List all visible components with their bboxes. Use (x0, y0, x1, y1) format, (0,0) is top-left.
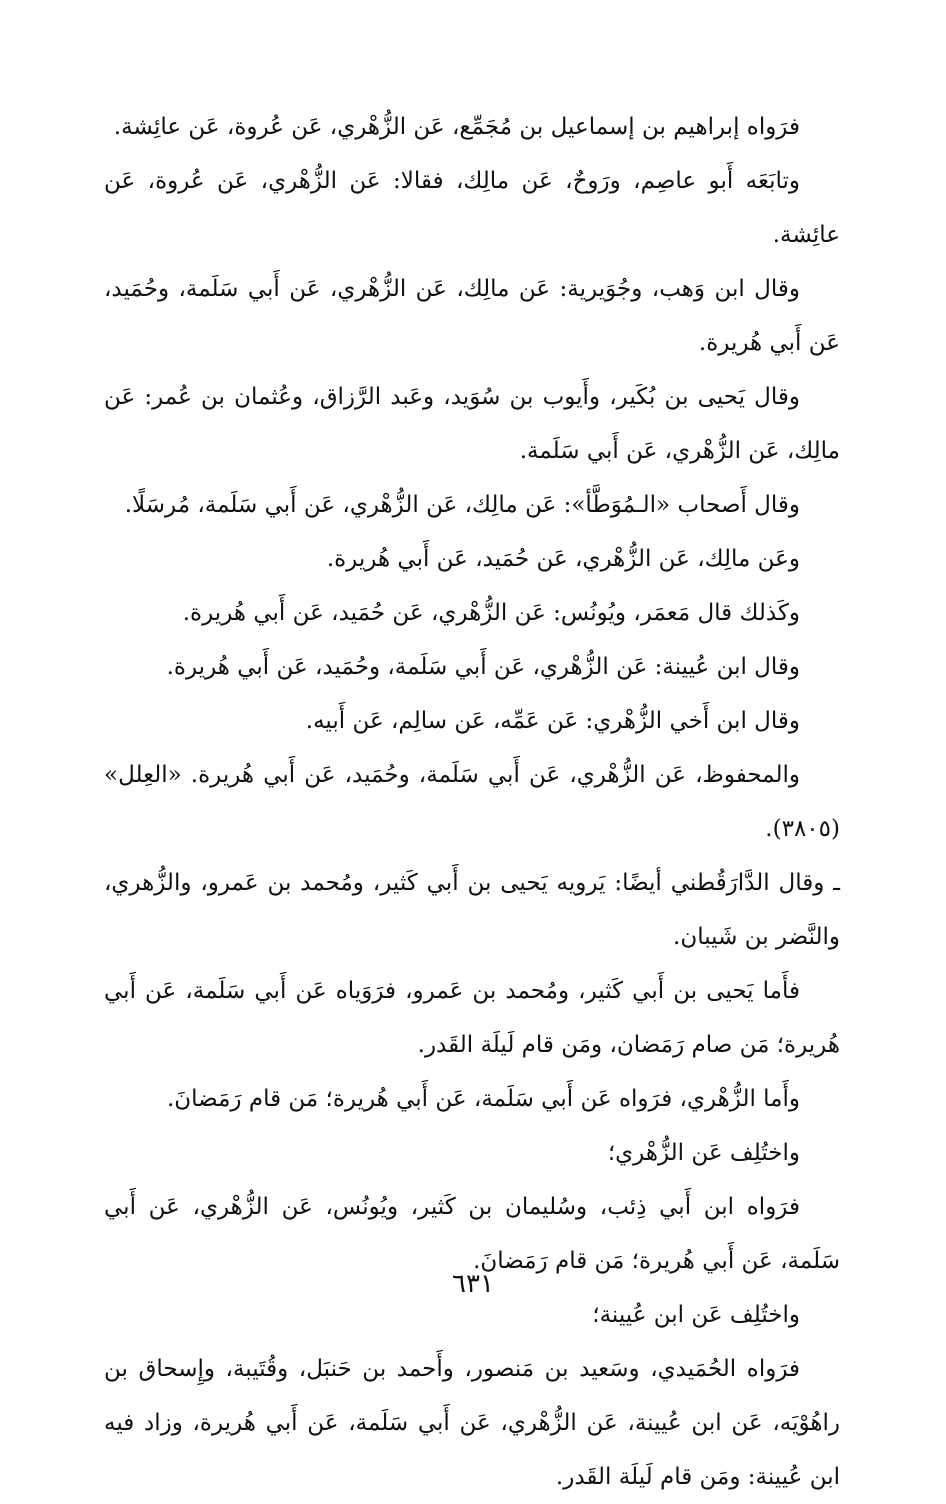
paragraph: فرَواه إبراهيم بن إسماعيل بن مُجَمِّع، عَن الزُّهْري، عَن عُروة، عَن عائِشة. (113, 114, 800, 140)
paragraph: فأَما يَحيى بن أَبي كَثير، ومُحمد بن عَمرو، فرَوَياه عَن أَبي سَلَمة، عَن أَبي هُريرة؛ مَن صام رَمَضان، ومَن قام لَيلَة القَدر. (104, 978, 840, 1058)
paragraph: وقال يَحيى بن بُكَير، وأَيوب بن سُوَيد، وعَبد الرَّزاق، وعُثمان بن عُمر: عَن مالِك، عَن الزُّهْري، عَن أَبي سَلَمة. (104, 384, 840, 464)
paragraph: واختُلِف عَن ابن عُيينة؛ (592, 1302, 800, 1328)
paragraph: والمحفوظ، عَن الزُّهْري، عَن أَبي سَلَمة، وحُمَيد، عَن أَبي هُريرة. «العِلل» (٣٨٠٥). (104, 762, 840, 842)
paragraph: وقال ابن عُيينة: عَن الزُّهْري، عَن أَبي سَلَمة، وحُمَيد، عَن أَبي هُريرة. (166, 654, 800, 680)
paragraph: وعَن مالِك، عَن الزُّهْري، عَن حُمَيد، عَن أَبي هُريرة. (326, 546, 800, 572)
paragraph: وكَذلك قال مَعمَر، ويُونُس: عَن الزُّهْري، عَن حُمَيد، عَن أَبي هُريرة. (182, 600, 800, 626)
paragraph: وأَما الزُّهْري، فرَواه عَن أَبي سَلَمة، عَن أَبي هُريرة؛ مَن قام رَمَضانَ. (166, 1086, 800, 1112)
paragraph: ـ وقال الدَّارَقُطني أيضًا: يَرويه يَحيى بن أَبي كَثير، ومُحمد بن عَمرو، والزُّهري، والنَّضر بن شَيبان. (104, 870, 840, 950)
paragraph: واختُلِف عَن الزُّهْري؛ (607, 1140, 800, 1166)
paragraph: فرَواه ابن أَبي ذِئب، وسُليمان بن كَثير، ويُونُس، عَن الزُّهْري، عَن أَبي سَلَمة، عَن أَبي هُريرة؛ مَن قام رَمَضانَ. (104, 1194, 840, 1274)
paragraph: وقال أَصحاب «الـمُوَطَّأ»: عَن مالِك، عَن الزُّهْري، عَن أَبي سَلَمة، مُرسَلًا. (124, 492, 800, 518)
paragraph: وقال ابن أَخي الزُّهْري: عَن عَمِّه، عَن سالِم، عَن أَبيه. (305, 708, 800, 734)
paragraph: فرَواه الحُمَيدي، وسَعيد بن مَنصور، وأَحمد بن حَنبَل، وقُتَيبة، وإِسحاق بن راهُوْيَه، عَن ابن عُيينة، عَن الزُّهْري، عَن أَبي سَلَمة، عَن أَبي هُريرة، وزاد فيه ابن عُيينة: ومَن قام لَيلَة القَدر. (104, 1356, 840, 1490)
page-number: ٦٣١ (452, 1269, 494, 1299)
paragraph: وتابَعَه أَبو عاصِم، ورَوحٌ، عَن مالِك، فقالا: عَن الزُّهْري، عَن عُروة، عَن عائِشة. (104, 168, 840, 248)
paragraph: وقال ابن وَهب، وجُوَيرية: عَن مالِك، عَن الزُّهْري، عَن أَبي سَلَمة، وحُمَيد، عَن أَبي هُريرة. (104, 276, 840, 356)
